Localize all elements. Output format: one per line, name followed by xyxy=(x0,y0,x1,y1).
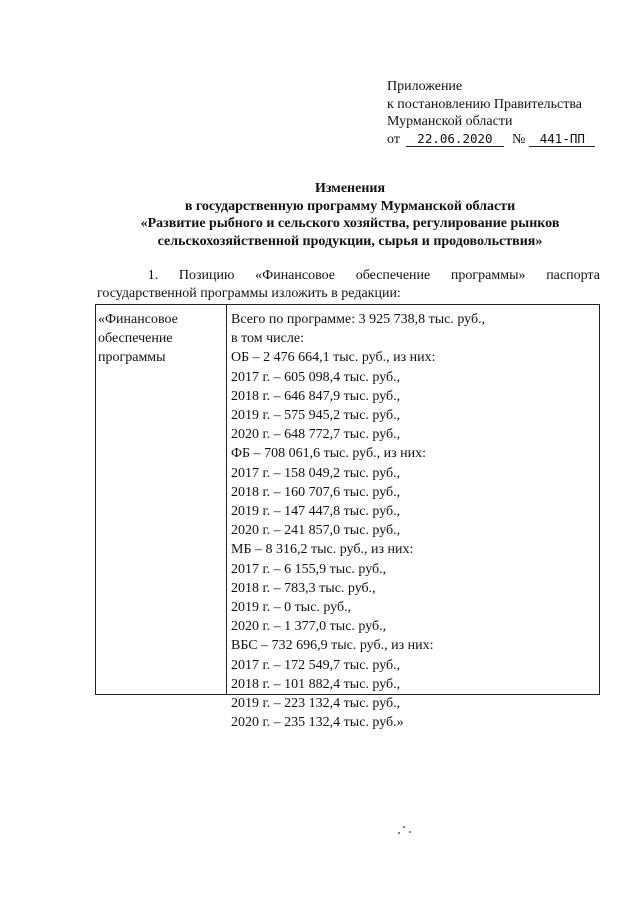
right-cell-line: 2017 г. – 6 155,9 тыс. руб., xyxy=(231,561,387,577)
right-cell-line: 2019 г. – 575 945,2 тыс. руб., xyxy=(231,408,401,424)
financing-table xyxy=(95,304,600,731)
item-word: паспорта xyxy=(546,268,600,283)
right-cell-line: ОБ – 2 476 664,1 тыс. руб., из них: xyxy=(231,350,436,366)
resolution-number: 441-ПП xyxy=(529,131,595,147)
paragraph-item-1 xyxy=(97,267,600,302)
right-cell-line: 2019 г. – 223 132,4 тыс. руб., xyxy=(231,696,401,712)
left-cell-line: программы xyxy=(98,350,166,366)
appendix-resolution: к постановлению Правительства xyxy=(387,96,583,112)
right-cell-line: 2018 г. – 160 707,6 тыс. руб., xyxy=(231,484,401,500)
right-cell-line: 2020 г. – 235 132,4 тыс. руб.» xyxy=(231,715,404,731)
item-word: обеспечение xyxy=(355,268,431,283)
item-number: 1. xyxy=(147,268,159,283)
document-title xyxy=(100,180,600,250)
appendix-header xyxy=(387,78,595,148)
item-1-second-line: государственной программы изложить в редакции: xyxy=(97,285,401,301)
right-cell-line: 2018 г. – 646 847,9 тыс. руб., xyxy=(231,388,401,404)
right-cell-line: ВБС – 732 696,9 тыс. руб., из них: xyxy=(231,638,434,654)
title-line-4: сельскохозяйственной продукции, сырья и продовольствия» xyxy=(157,233,543,249)
item-word: Позицию xyxy=(178,268,235,283)
right-cell-line: 2020 г. – 648 772,7 тыс. руб., xyxy=(231,427,401,443)
title-line-3: «Развитие рыбного и сельского хозяйства, регулирование рынков xyxy=(140,216,560,231)
right-cell-line: 2020 г. – 241 857,0 тыс. руб., xyxy=(231,523,401,539)
right-cell-line: 2019 г. – 0 тыс. руб., xyxy=(231,600,352,616)
item-1-first-line xyxy=(97,267,600,285)
appendix-region: Мурманской области xyxy=(387,114,513,129)
right-cell-line: ФБ – 708 061,6 тыс. руб., из них: xyxy=(231,446,426,462)
title-line-2: в государственную программу Мурманской области xyxy=(184,198,516,214)
right-cell-line: 2020 г. – 1 377,0 тыс. руб., xyxy=(231,619,387,635)
right-cell-line: 2018 г. – 101 882,4 тыс. руб., xyxy=(231,676,401,692)
right-cell-line: 2017 г. – 172 549,7 тыс. руб., xyxy=(231,657,401,673)
appendix-label: Приложение xyxy=(387,79,463,94)
table-left-cell xyxy=(98,310,223,368)
item-word: «Финансовое xyxy=(255,268,336,283)
left-cell-line: «Финансовое xyxy=(98,312,178,327)
table-right-cell xyxy=(231,310,596,732)
right-cell-line: в том числе: xyxy=(231,331,304,347)
title-line-1: Изменения xyxy=(314,181,386,196)
right-cell-line: 2017 г. – 605 098,4 тыс. руб., xyxy=(231,369,401,385)
resolution-date: 22.06.2020 xyxy=(406,131,504,147)
date-prefix: от xyxy=(387,131,400,147)
appendix-date-line xyxy=(387,131,595,149)
right-cell-line: 2019 г. – 147 447,8 тыс. руб., xyxy=(231,504,401,520)
left-cell-line: обеспечение xyxy=(98,331,173,347)
number-prefix: № xyxy=(511,131,526,147)
column-divider xyxy=(226,305,227,694)
scan-specks xyxy=(398,826,412,836)
right-cell-line: МБ – 8 316,2 тыс. руб., из них: xyxy=(231,542,414,558)
right-cell-line: 2017 г. – 158 049,2 тыс. руб., xyxy=(231,465,401,481)
right-cell-line: 2018 г. – 783,3 тыс. руб., xyxy=(231,580,376,596)
item-word: программы» xyxy=(450,268,526,283)
right-cell-line: Всего по программе: 3 925 738,8 тыс. руб., xyxy=(231,312,486,327)
